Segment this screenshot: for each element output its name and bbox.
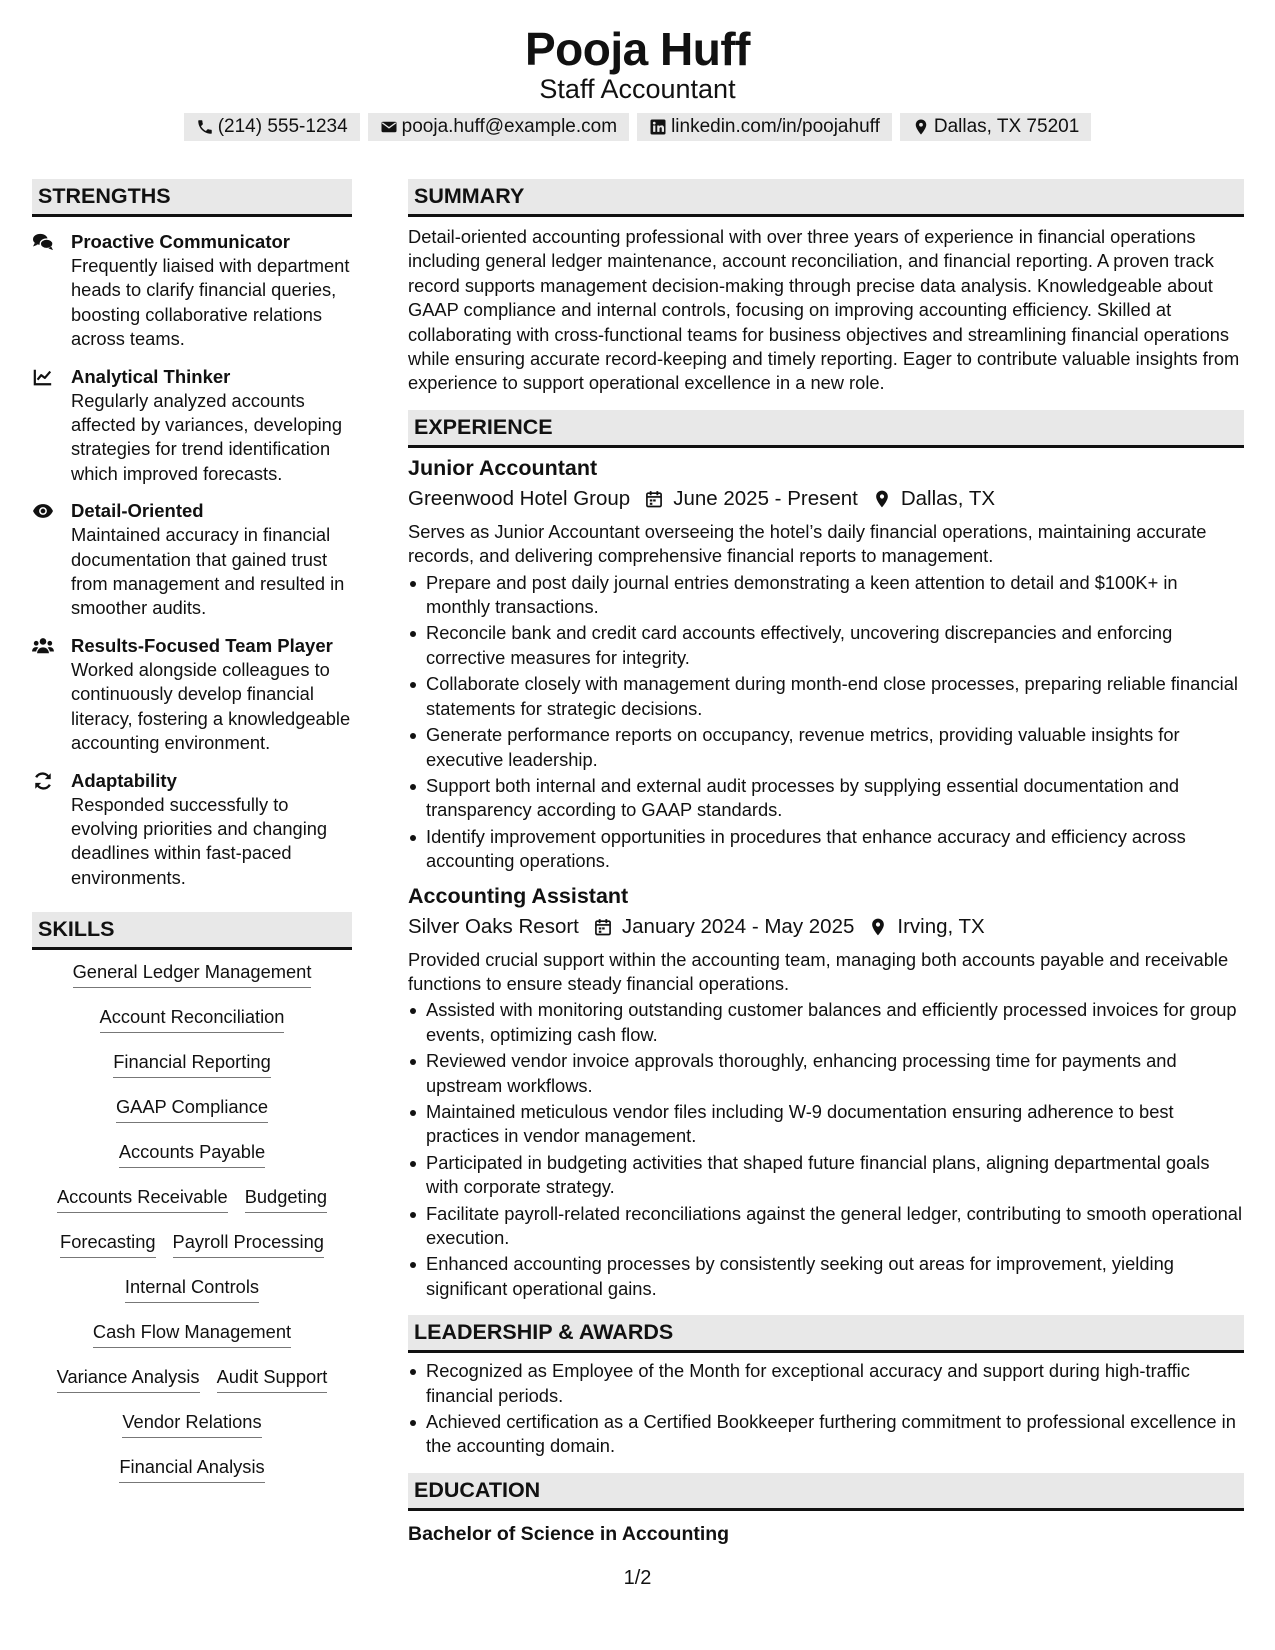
job-meta: [408, 913, 1244, 941]
phone-text: (214) 555-1234: [217, 116, 348, 137]
job-bullet: Enhanced accounting processes by consistently seeking out areas for improvement, yielding significant operational gains.: [408, 1252, 1244, 1301]
education-heading: EDUCATION: [408, 1473, 1244, 1511]
email-text: pooja.huff@example.com: [401, 116, 618, 137]
award-bullet: Recognized as Employee of the Month for exceptional accuracy and support during high-traffic financial periods.: [408, 1359, 1244, 1408]
company-name: Silver Oaks Resort: [408, 914, 579, 938]
job-bullet: Support both internal and external audit processes by supplying essential documentation and transparency according to GAAP standards.: [408, 774, 1244, 823]
left-column: [32, 179, 352, 1500]
sync-icon: [32, 771, 54, 791]
skill-row: [32, 960, 352, 1005]
job-dates: January 2024 - May 2025: [621, 914, 855, 938]
contact-bar: [0, 113, 1275, 141]
skill-tag: Budgeting: [245, 1185, 327, 1213]
strength-title: Detail-Oriented: [71, 500, 204, 522]
calendar-icon: [593, 917, 613, 937]
job-location: Irving, TX: [897, 914, 985, 938]
job-entry: [408, 882, 1244, 1302]
skill-tag: General Ledger Management: [73, 960, 312, 988]
skill-row: [32, 1230, 352, 1275]
skill-tag: Financial Analysis: [119, 1455, 264, 1483]
job-title: Accounting Assistant: [408, 883, 629, 908]
leadership-bullets: [408, 1359, 1244, 1459]
skill-tag: Audit Support: [217, 1365, 328, 1393]
job-description: Serves as Junior Accountant overseeing the hotel’s daily financial operations, maintaining accurate records, and delivering comprehensive financial reports to management.: [408, 520, 1207, 567]
comments-icon: [32, 232, 54, 252]
skill-row: [32, 1095, 352, 1140]
strength-title: Adaptability: [71, 769, 177, 791]
strength-title: Proactive Communicator: [71, 231, 290, 252]
strength-item: [32, 499, 352, 621]
skill-row: [32, 1140, 352, 1185]
job-bullet: Reviewed vendor invoice approvals thoroughly, enhancing processing time for payments and upstream workflows.: [408, 1049, 1244, 1098]
skill-tag: Variance Analysis: [57, 1365, 200, 1393]
users-icon: [32, 636, 54, 656]
strength-item: [32, 365, 352, 487]
calendar-icon: [644, 489, 664, 509]
experience-heading: EXPERIENCE: [408, 410, 1244, 448]
strength-text: Maintained accuracy in financial documentation that gained trust from management and resulted in smoother audits.: [71, 524, 345, 619]
skill-tag: Accounts Payable: [119, 1140, 265, 1168]
candidate-title: Staff Accountant: [539, 74, 736, 104]
skill-row: [32, 1455, 352, 1500]
skill-row: [32, 1050, 352, 1095]
envelope-icon: [380, 118, 398, 136]
contact-phone[interactable]: [184, 113, 360, 141]
job-bullet: Reconcile bank and credit card accounts effectively, uncovering discrepancies and enforcing corrective measures for integrity.: [408, 621, 1244, 670]
job-bullet: Assisted with monitoring outstanding customer balances and efficiently processed invoices for group events, optimizing cash flow.: [408, 998, 1244, 1047]
skill-row: [32, 1320, 352, 1365]
award-bullet: Achieved certification as a Certified Bookkeeper furthering commitment to professional excellence in the accounting domain.: [408, 1410, 1244, 1459]
leadership-heading: LEADERSHIP & AWARDS: [408, 1315, 1244, 1353]
chart-line-icon: [32, 367, 54, 387]
skill-row: [32, 1185, 352, 1230]
phone-icon: [196, 118, 214, 136]
location-text: Dallas, TX 75201: [933, 116, 1080, 137]
job-bullet: Generate performance reports on occupancy, revenue metrics, providing valuable insights for executive leadership.: [408, 723, 1244, 772]
skill-row: [32, 1005, 352, 1050]
strength-text: Worked alongside colleagues to continuously develop financial literacy, fostering a knowledgeable accounting environment.: [71, 658, 351, 754]
job-title: Junior Accountant: [408, 455, 598, 480]
contact-location: [900, 113, 1091, 141]
job-bullets: [408, 571, 1244, 874]
skill-tag: Payroll Processing: [173, 1230, 324, 1258]
skill-tag: Accounts Receivable: [57, 1185, 228, 1213]
skill-tag: Account Reconciliation: [100, 1005, 285, 1033]
job-bullets: [408, 998, 1244, 1301]
job-description: Provided crucial support within the accounting team, managing both accounts payable and receivable functions to ensure steady financial operations.: [408, 948, 1229, 994]
job-bullet: Prepare and post daily journal entries demonstrating a keen attention to detail and $100K+ in monthly transactions.: [408, 571, 1244, 620]
map-marker-icon: [872, 489, 892, 509]
job-bullet: Participated in budgeting activities that shaped future financial plans, aligning departmental goals with corporate strategy.: [408, 1151, 1244, 1200]
job-dates: June 2025 - Present: [673, 486, 858, 510]
candidate-name: Pooja Huff: [525, 23, 750, 75]
strength-text: Frequently liaised with department heads to clarify financial queries, boosting collaborative relations across teams.: [71, 255, 350, 350]
eye-icon: [32, 501, 54, 521]
linkedin-text: linkedin.com/in/poojahuff: [671, 116, 880, 137]
right-column: [408, 179, 1244, 1547]
company-name: Greenwood Hotel Group: [408, 486, 631, 510]
strength-title: Results-Focused Team Player: [71, 634, 333, 656]
strengths-heading: STRENGTHS: [32, 179, 352, 217]
strength-title: Analytical Thinker: [71, 365, 231, 387]
strength-item: [32, 634, 352, 756]
page-number: 1/2: [623, 1567, 652, 1589]
skills-list: [32, 960, 352, 1500]
strength-item: [32, 230, 352, 352]
contact-email[interactable]: [368, 113, 629, 141]
job-bullet: Identify improvement opportunities in procedures that enhance accuracy and efficiency across accounting operations.: [408, 825, 1244, 874]
skill-tag: Forecasting: [60, 1230, 156, 1258]
skill-row: [32, 1275, 352, 1320]
summary-text: Detail-oriented accounting professional with over three years of experience in financial operations including general ledger maintenance, account reconciliation, and financial reporting. A proven track record supports management decision-making through precise data analysis. Knowledgeable about GAAP compliance and internal controls, focusing on improving accounting efficiency. Skilled at collaborating with cross-functional teams for business objectives and streamlining financial operations while ensuring accurate record-keeping and timely reporting. Eager to contribute valuable insights from experience to support operational excellence in a new role.: [408, 226, 1240, 394]
job-bullet: Collaborate closely with management during month-end close processes, preparing reliable financial statements for strategic decisions.: [408, 672, 1244, 721]
strength-text: Regularly analyzed accounts affected by variances, developing strategies for trend identification which improved forecasts.: [71, 389, 343, 484]
map-marker-icon: [868, 917, 888, 937]
skill-tag: GAAP Compliance: [116, 1095, 268, 1123]
linkedin-icon: [649, 118, 667, 136]
job-location: Dallas, TX: [900, 486, 996, 510]
skill-row: [32, 1365, 352, 1410]
skill-tag: Financial Reporting: [113, 1050, 271, 1078]
strength-item: [32, 769, 352, 891]
degree-title: Bachelor of Science in Accounting: [408, 1522, 730, 1545]
skill-tag: Vendor Relations: [122, 1410, 261, 1438]
job-bullet: Facilitate payroll-related reconciliations against the general ledger, contributing to smooth operational execution.: [408, 1202, 1244, 1251]
skill-tag: Cash Flow Management: [93, 1320, 291, 1348]
skill-tag: Internal Controls: [125, 1275, 259, 1303]
job-bullet: Maintained meticulous vendor files including W-9 documentation ensuring adherence to best practices in vendor management.: [408, 1100, 1244, 1149]
job-entry: [408, 454, 1244, 874]
map-marker-icon: [912, 118, 930, 136]
skills-heading: SKILLS: [32, 912, 352, 950]
strength-text: Responded successfully to evolving priorities and changing deadlines within fast-paced environments.: [71, 793, 328, 888]
job-meta: [408, 485, 1244, 513]
skill-row: [32, 1410, 352, 1455]
contact-linkedin[interactable]: [637, 113, 892, 141]
summary-heading: SUMMARY: [408, 179, 1244, 217]
